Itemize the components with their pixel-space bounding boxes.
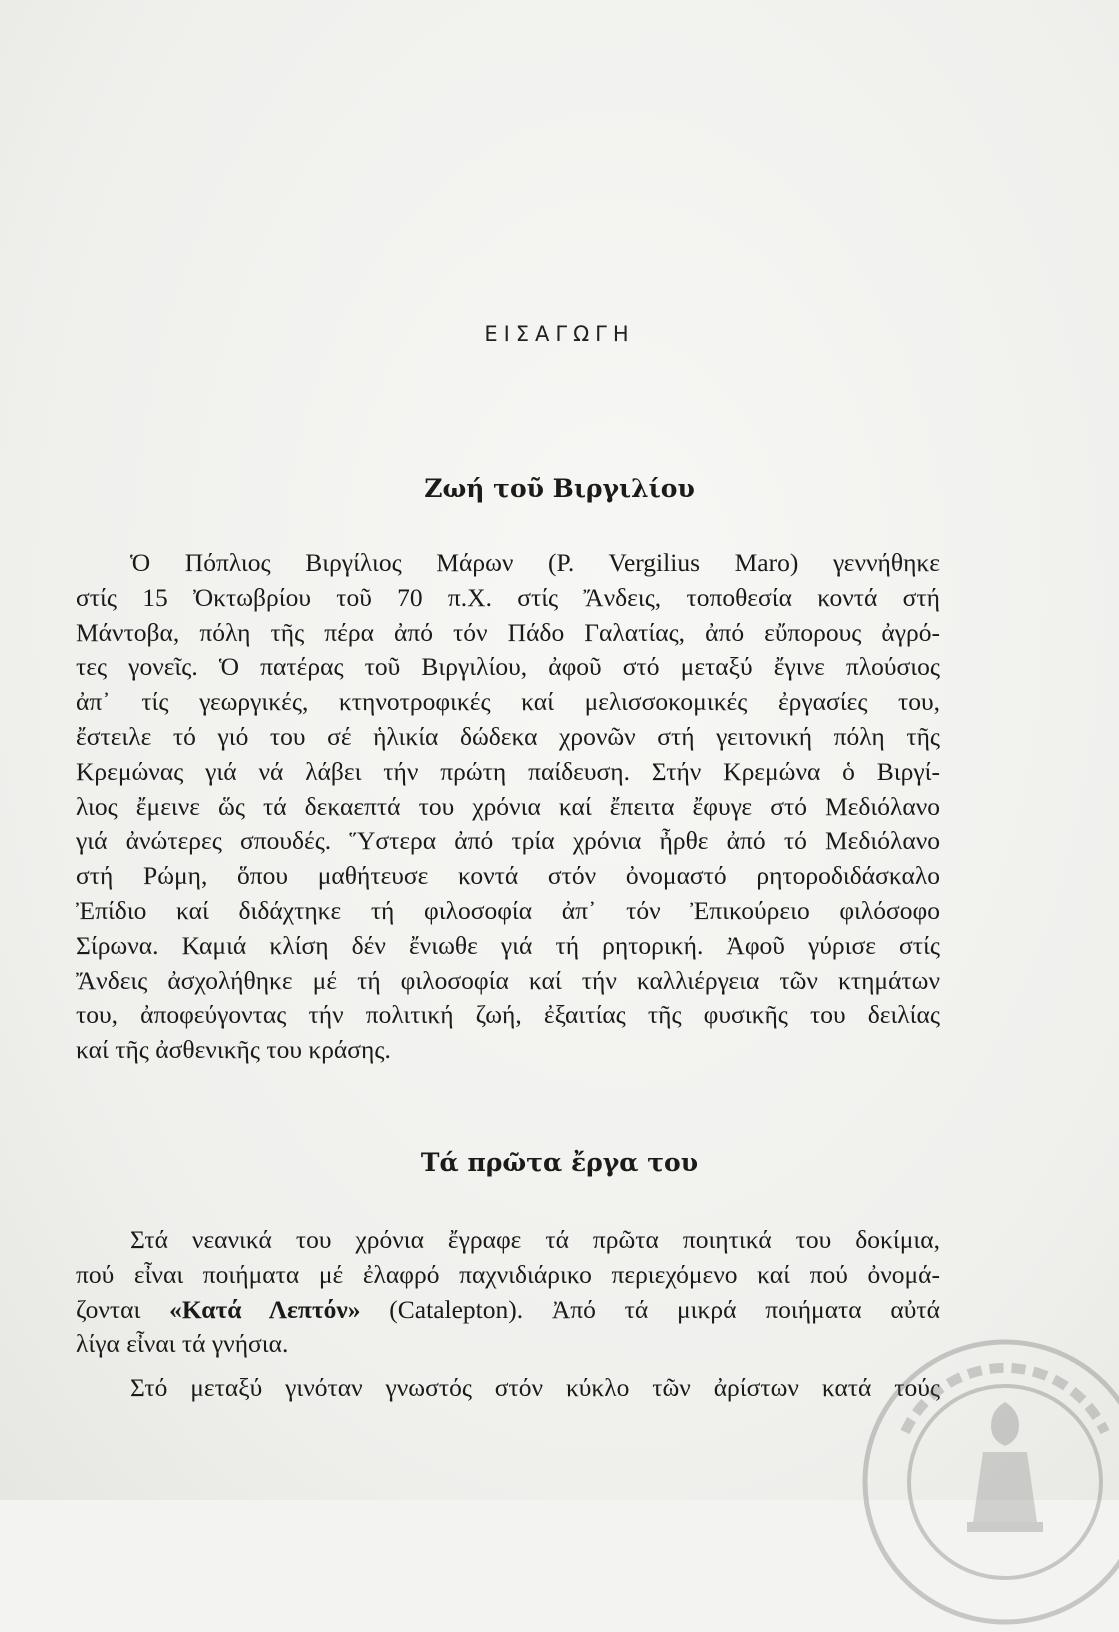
- text-line: Στό μεταξύ γινόταν γνωστός στόν κύκλο τῶν ἀρίστων κατά τούς: [130, 1373, 940, 1402]
- section-heading-life: Ζωή τοῦ Βιργιλίου: [424, 474, 695, 503]
- text-line: λιος ἔμεινε ὥς τά δεκαεπτά του χρόνια καί ἔπειτα ἔφυγε στό Μεδιόλανο: [76, 791, 940, 821]
- text-line: στίς 15 Ὀκτωβρίου τοῦ 70 π.Χ. στίς Ἄνδεις, τοποθεσία κοντά στή: [76, 582, 940, 612]
- text-line: καί τῆς ἀσθενικῆς του κράσης.: [76, 1035, 391, 1065]
- text-line: τες γονεῖς. Ὁ πατέρας τοῦ Βιργιλίου, ἀφοῦ στό μεταξύ ἔγινε πλούσιος: [76, 652, 940, 682]
- text-line: Σίρωνα. Καμιά κλίση δέν ἔνιωθε γιά τή ρητορική. Ἀφοῦ γύρισε στίς: [76, 930, 940, 960]
- paragraph-continuation: [76, 1371, 940, 1406]
- text-line: Κρεμώνας γιά νά λάβει τήν πρώτη παίδευση. Στήν Κρεμώνα ὁ Βιργί-: [76, 756, 940, 786]
- text-line: ἀπ᾿ τίς γεωργικές, κτηνοτροφικές καί μελισσοκομικές ἐργασίες του,: [76, 687, 940, 717]
- chapter-title: ΕΙΣΑΓΩΓΗ: [484, 322, 635, 346]
- text-line: γιά ἀνώτερες σπουδές. Ὕστερα ἀπό τρία χρόνια ἦρθε ἀπό τό Μεδιόλανο: [76, 826, 940, 856]
- paragraph-life: [76, 546, 940, 1068]
- text-line: πού εἶναι ποιήματα μέ ἐλαφρό παχνιδιάρικο περιεχόμενο καί πού ὀνομά-: [76, 1259, 940, 1289]
- text-line: Στά νεανικά του χρόνια ἔγραφε τά πρῶτα ποιητικά του δοκίμια,: [130, 1225, 940, 1254]
- section-heading-early-works: Τά πρῶτα ἔργα του: [420, 1148, 699, 1177]
- text-line: λίγα εἶναι τά γνήσια.: [76, 1329, 289, 1359]
- text-line: Μάντοβα, πόλη τῆς πέρα ἀπό τόν Πάδο Γαλατίας, ἀπό εὔπορους ἀγρό-: [76, 617, 940, 647]
- work-title-catalepton: «Κατά Λεπτόν»: [169, 1294, 361, 1324]
- text-line: του, ἀποφεύγοντας τήν πολιτική ζωή, ἐξαιτίας τῆς φυσικῆς του δειλίας: [76, 1000, 940, 1030]
- text-line: ἔστειλε τό γιό του σέ ἡλικία δώδεκα χρονῶν στή γειτονική πόλη τῆς: [76, 721, 940, 751]
- text-line: Ἄνδεις ἀσχολήθηκε μέ τή φιλοσοφία καί τήν καλλιέργεια τῶν κτημάτων: [76, 965, 940, 995]
- text-line: Ἐπίδιο καί διδάχτηκε τή φιλοσοφία ἀπ᾿ τόν Ἐπικούρειο φιλόσοφο: [76, 895, 940, 925]
- paragraph-early-works: [76, 1223, 940, 1362]
- text-line: [76, 1293, 940, 1328]
- text-run: (Catalepton). Ἀπό τά μικρά ποιήματα αὐτά: [360, 1294, 940, 1324]
- text-run: ζονται: [76, 1294, 170, 1324]
- text-line: στή Ρώμη, ὅπου μαθήτευσε κοντά στόν ὀνομαστό ρητοροδιδάσκαλο: [76, 861, 940, 891]
- text-line: Ὁ Πόπλιος Βιργίλιος Μάρων (P. Vergilius Maro) γεννήθηκε: [130, 548, 940, 577]
- library-seal-stamp-icon: [855, 1332, 1119, 1632]
